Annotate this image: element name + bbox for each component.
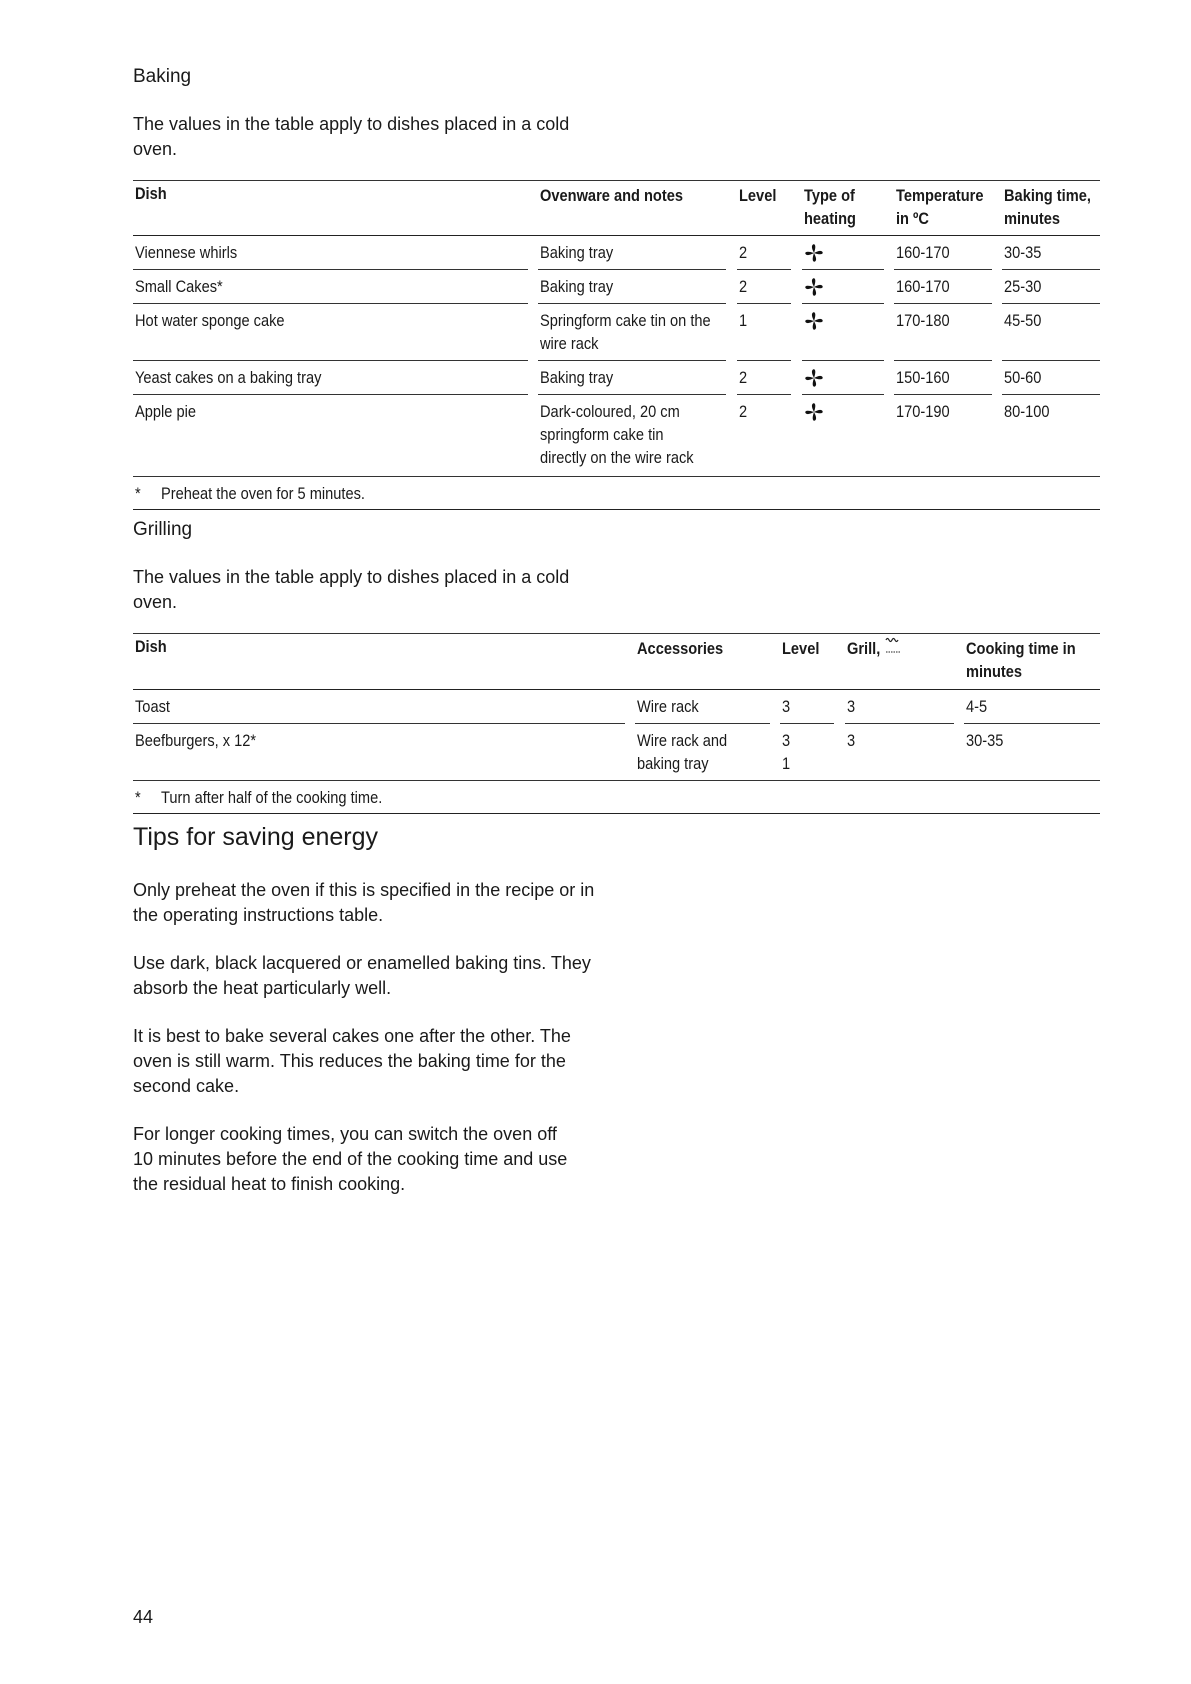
header-baking-time: Baking time, minutes bbox=[1004, 186, 1091, 228]
header-level: Level bbox=[782, 639, 820, 658]
row-rule bbox=[802, 269, 884, 270]
cell-ovenware: Baking tray bbox=[540, 277, 614, 296]
header-ovenware: Ovenware and notes bbox=[540, 186, 684, 205]
paragraph-line: Only preheat the oven if this is specified in the recipe or in bbox=[133, 880, 595, 900]
cell-dish: Hot water sponge cake bbox=[135, 311, 285, 330]
header-grill: Grill, bbox=[847, 639, 881, 658]
footnote-mark: * bbox=[135, 484, 141, 503]
paragraph-line: absorb the heat particularly well. bbox=[133, 978, 392, 998]
cell-time: 80-100 bbox=[1004, 402, 1050, 421]
tips-paragraph bbox=[133, 878, 613, 928]
paragraph-line: 10 minutes before the end of the cooking time and use bbox=[133, 1149, 568, 1169]
tips-title: Tips for saving energy bbox=[133, 823, 379, 851]
cell-dish: Beefburgers, x 12* bbox=[135, 731, 257, 750]
cell-dish: Toast bbox=[135, 697, 170, 716]
header-temperature: Temperature in ºC bbox=[896, 186, 984, 228]
cell-temperature: 160-170 bbox=[896, 243, 950, 262]
cell-time: 50-60 bbox=[1004, 368, 1042, 387]
header-dish: Dish bbox=[135, 637, 167, 656]
row-rule bbox=[133, 269, 528, 270]
paragraph-line: the residual heat to finish cooking. bbox=[133, 1174, 406, 1194]
page-number: 44 bbox=[133, 1607, 154, 1627]
cell-accessories: Wire rack bbox=[637, 697, 699, 716]
row-rule bbox=[1002, 360, 1100, 361]
paragraph-line: second cake. bbox=[133, 1076, 240, 1096]
row-rule bbox=[737, 303, 791, 304]
footnote-rule bbox=[133, 813, 1100, 814]
row-rule bbox=[1002, 303, 1100, 304]
fan-icon bbox=[804, 311, 824, 331]
row-rule bbox=[133, 360, 528, 361]
cell-temperature: 150-160 bbox=[896, 368, 950, 387]
cell-accessories: Wire rack and baking tray bbox=[637, 731, 728, 773]
cell-ovenware: Baking tray bbox=[540, 368, 614, 387]
table-top-rule bbox=[133, 180, 1100, 181]
cell-level: 2 bbox=[739, 402, 748, 421]
row-rule bbox=[894, 269, 992, 270]
row-rule bbox=[538, 269, 726, 270]
cell-temperature: 160-170 bbox=[896, 277, 950, 296]
tips-paragraph bbox=[133, 1122, 613, 1197]
row-rule bbox=[737, 360, 791, 361]
row-rule bbox=[845, 723, 954, 724]
row-rule bbox=[133, 303, 528, 304]
row-rule bbox=[802, 303, 884, 304]
baking-footnote: Preheat the oven for 5 minutes. bbox=[161, 484, 365, 503]
baking-intro-line: The values in the table apply to dishes placed in a cold bbox=[133, 114, 570, 134]
fan-icon bbox=[804, 402, 824, 422]
fan-icon bbox=[804, 243, 824, 263]
table-bottom-rule bbox=[133, 476, 1100, 477]
row-rule bbox=[964, 723, 1100, 724]
cell-dish: Viennese whirls bbox=[135, 243, 238, 262]
header-type-of-heating: Type of heating bbox=[804, 186, 856, 228]
cell-level: 2 bbox=[739, 277, 748, 296]
header-cooking-time: Cooking time in minutes bbox=[966, 639, 1076, 681]
fan-icon bbox=[804, 277, 824, 297]
cell-time: 25-30 bbox=[1004, 277, 1042, 296]
cell-ovenware: Dark-coloured, 20 cm springform cake tin directly on the wire rack bbox=[540, 402, 694, 467]
footnote-mark: * bbox=[135, 788, 141, 807]
cell-level: 3 1 bbox=[782, 731, 791, 773]
cell-level: 3 bbox=[782, 697, 791, 716]
paragraph-line: It is best to bake several cakes one after the other. The bbox=[133, 1026, 571, 1046]
baking-title: Baking bbox=[133, 66, 192, 87]
header-accessories: Accessories bbox=[637, 639, 724, 658]
table-top-rule bbox=[133, 633, 1100, 634]
row-rule bbox=[1002, 394, 1100, 395]
cell-dish: Small Cakes* bbox=[135, 277, 223, 296]
grilling-title: Grilling bbox=[133, 519, 193, 540]
header-rule bbox=[133, 689, 1100, 690]
paragraph-line: the operating instructions table. bbox=[133, 905, 384, 925]
row-rule bbox=[538, 360, 726, 361]
cell-grill: 3 bbox=[847, 697, 856, 716]
fan-icon bbox=[804, 368, 824, 388]
row-rule bbox=[133, 394, 528, 395]
cell-time: 30-35 bbox=[966, 731, 1004, 750]
cell-level: 2 bbox=[739, 243, 748, 262]
row-rule bbox=[1002, 269, 1100, 270]
tips-paragraph bbox=[133, 1024, 613, 1099]
grill-icon bbox=[885, 636, 901, 654]
paragraph-line: Use dark, black lacquered or enamelled baking tins. They bbox=[133, 953, 591, 973]
baking-intro-line: oven. bbox=[133, 139, 178, 159]
header-level: Level bbox=[739, 186, 777, 205]
row-rule bbox=[133, 723, 625, 724]
cell-grill: 3 bbox=[847, 731, 856, 750]
grilling-intro-line: oven. bbox=[133, 592, 178, 612]
cell-time: 30-35 bbox=[1004, 243, 1042, 262]
cell-dish: Yeast cakes on a baking tray bbox=[135, 368, 322, 387]
grilling-intro bbox=[133, 565, 569, 615]
grilling-intro-line: The values in the table apply to dishes placed in a cold bbox=[133, 567, 570, 587]
row-rule bbox=[894, 360, 992, 361]
cell-dish: Apple pie bbox=[135, 402, 196, 421]
row-rule bbox=[802, 360, 884, 361]
cell-level: 2 bbox=[739, 368, 748, 387]
header-rule bbox=[133, 235, 1100, 236]
grilling-footnote: Turn after half of the cooking time. bbox=[161, 788, 383, 807]
paragraph-line: oven is still warm. This reduces the baking time for the bbox=[133, 1051, 566, 1071]
baking-intro bbox=[133, 112, 569, 162]
footnote-rule bbox=[133, 509, 1100, 510]
cell-ovenware: Baking tray bbox=[540, 243, 614, 262]
row-rule bbox=[802, 394, 884, 395]
row-rule bbox=[780, 723, 834, 724]
row-rule bbox=[635, 723, 770, 724]
row-rule bbox=[538, 394, 726, 395]
header-dish: Dish bbox=[135, 184, 167, 203]
table-bottom-rule bbox=[133, 780, 1100, 781]
paragraph-line: For longer cooking times, you can switch the oven off bbox=[133, 1124, 557, 1144]
row-rule bbox=[737, 394, 791, 395]
cell-temperature: 170-180 bbox=[896, 311, 950, 330]
tips-paragraph bbox=[133, 951, 613, 1001]
row-rule bbox=[894, 394, 992, 395]
cell-time: 4-5 bbox=[966, 697, 988, 716]
row-rule bbox=[538, 303, 726, 304]
cell-ovenware: Springform cake tin on the wire rack bbox=[540, 311, 711, 353]
cell-time: 45-50 bbox=[1004, 311, 1042, 330]
cell-level: 1 bbox=[739, 311, 748, 330]
row-rule bbox=[737, 269, 791, 270]
row-rule bbox=[894, 303, 992, 304]
cell-temperature: 170-190 bbox=[896, 402, 950, 421]
